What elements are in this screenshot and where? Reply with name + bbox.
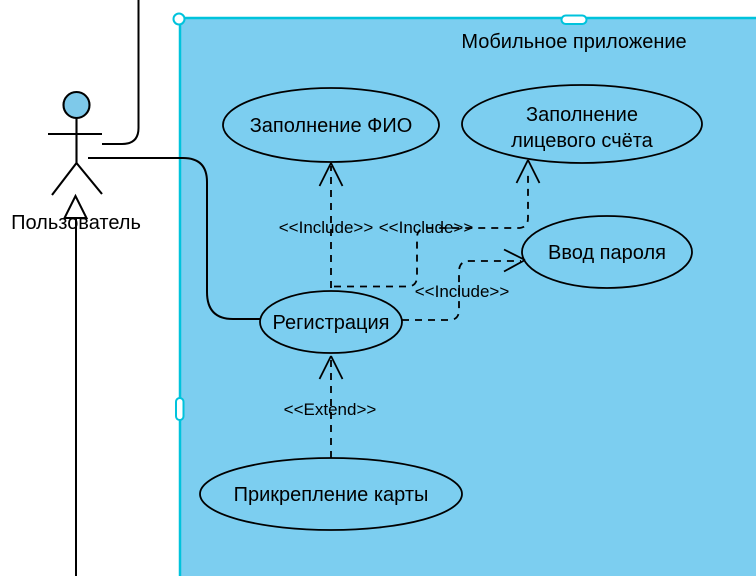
edge-generalization[interactable] (65, 196, 87, 576)
selection-handle-left-middle[interactable] (176, 398, 184, 420)
use-case-attach-card-label: Прикрепление карты (233, 484, 429, 506)
edge-extend-card-label[interactable]: <<Extend>> (283, 400, 377, 419)
use-case-enter-password-label: Ввод пароля (548, 242, 666, 264)
edge-include-password-label[interactable]: <<Include>> (414, 282, 510, 301)
actor-legs (52, 163, 102, 195)
edge-association-top[interactable] (102, 0, 139, 144)
use-case-fill-account-label-line2: лицевого счёта (511, 130, 653, 152)
selection-handle-top-center[interactable] (562, 16, 587, 25)
actor-label: Пользователь (11, 212, 141, 234)
edge-include-account-label[interactable]: <<Include>> (378, 218, 474, 237)
use-case-fill-account-label-line1: Заполнение (526, 104, 638, 126)
use-case-fill-name-label: Заполнение ФИО (249, 115, 413, 137)
system-boundary-title: Мобильное приложение (461, 31, 687, 53)
actor-user[interactable] (11, 92, 141, 234)
edge-association-top-line (102, 0, 139, 144)
edge-include-fio-label[interactable]: <<Include>> (278, 218, 374, 237)
actor-head (64, 92, 90, 118)
use-case-registration-label: Регистрация (272, 312, 390, 334)
selection-handle-top-left[interactable] (174, 14, 185, 25)
